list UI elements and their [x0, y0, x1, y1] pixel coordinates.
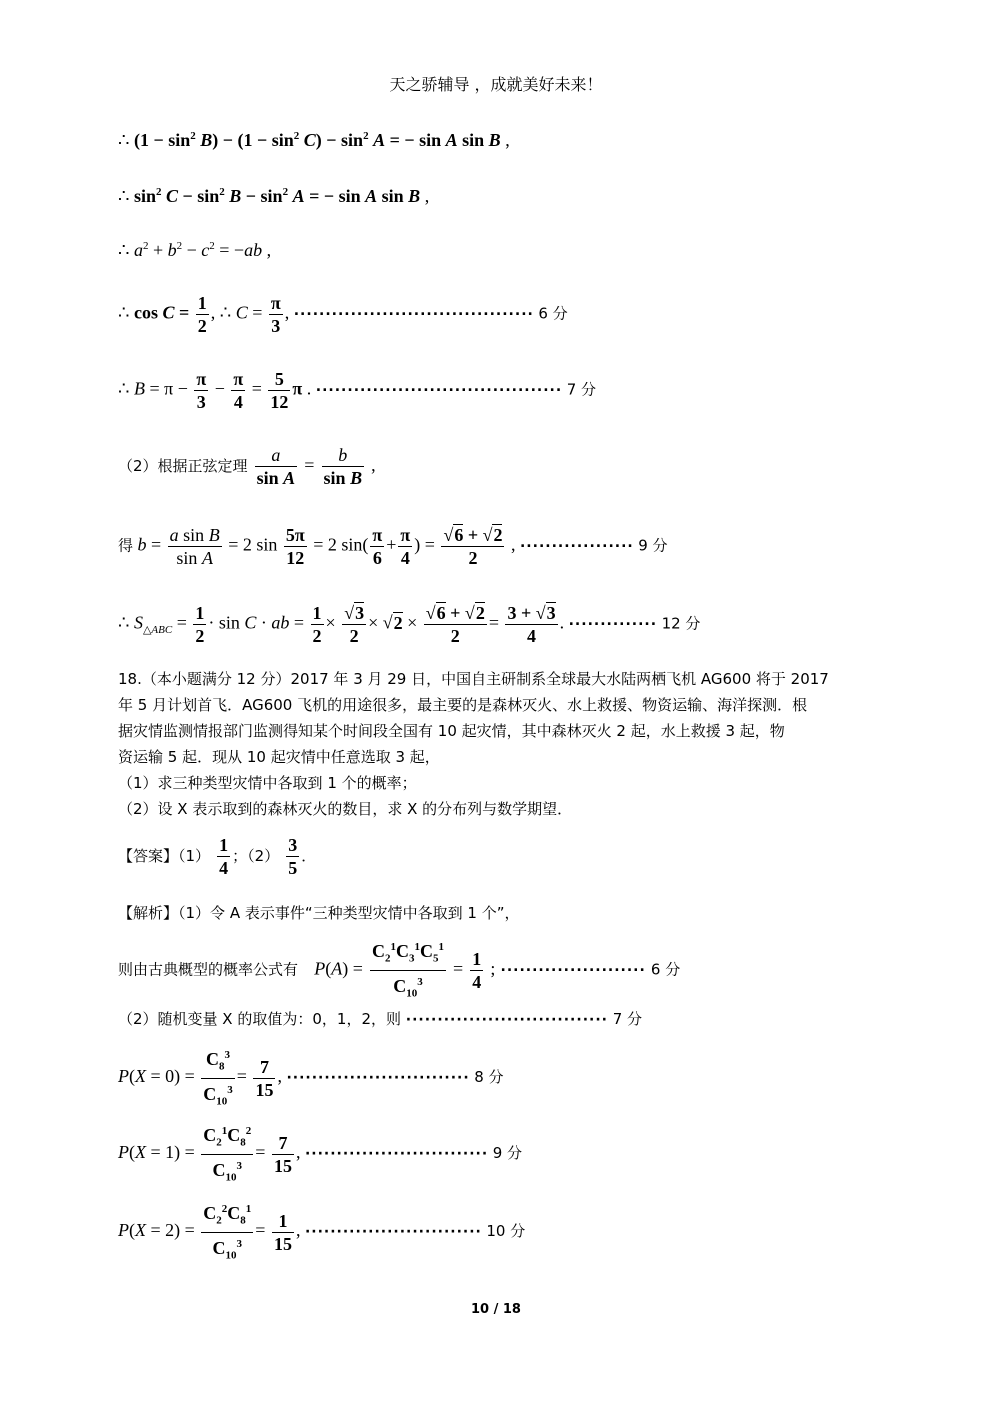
- equation-line-8: ∴ $S_{\triangle ABC}$ = $\frac{1}{2}$ · sin C · ab = $\frac{1}{2}$ × $\frac{√3}{2}$ × √2 × $\frac{√6 + √2}{2}$ = $\frac{3 + √3}{4}$ . ·············· 12 分: [118, 603, 701, 646]
- sine-law-line: （2）根据正弦定理 $\frac{a}{\text{sin A}}$ = $\frac{b}{\text{sin B}}$ ,: [118, 445, 376, 488]
- equation-line-7: 得 b = $\frac{\text{a sin B}}{\text{sin A}}$ = 2 sin $\frac{5\pi}{12}$ = 2 sin( $\frac{\pi}{6}$ + $\frac{\pi}{4}$ ) = $\frac{√6 + √2}{2}$ , ·················· 9 分: [118, 525, 668, 568]
- equation-line-2: ∴ $\sin^2 C - \sin^2 B - \sin^2 A$ = − sin A sin B ,: [118, 186, 430, 206]
- q18-line-1: 18.（本小题满分 12 分）2017 年 3 月 29 日，中国自主研制系全球最大水陆两栖飞机 AG600 将于 2017: [118, 670, 829, 688]
- score-7: 7 分: [566, 380, 597, 399]
- q18-line-2: 年 5 月计划首飞．AG600 飞机的用途很多，最主要的是森林灭火、水上救援、物资运输、海洋探测．根: [118, 696, 808, 714]
- q18-line-5: （1）求三种类型灾情中各取到 1 个的概率；: [118, 774, 417, 792]
- q18-line-3: 据灾情监测情报部门监测得知某个时间段全国有 10 起灾情，其中森林灭火 2 起，水上救援 3 起，物: [118, 722, 785, 740]
- page-number: 10 / 18: [471, 1302, 521, 1317]
- score-6: 6 分: [538, 304, 568, 323]
- answer-label: 【答案】: [118, 847, 179, 865]
- analysis-label: 【解析】: [118, 904, 179, 922]
- px2-line: P(X = 2) = $\frac{C_2^2C_8^1}{C_{10}^3}$ = $\frac{1}{15}$ , ···························· 10 分: [118, 1198, 525, 1266]
- page-header: 天之骄辅导 ，成就美好未来！: [389, 75, 603, 94]
- q18-line-6: （2）设 X 表示取到的森林灭火的数目，求 X 的分布列与数学期望．: [118, 800, 573, 818]
- random-variable-line: （2）随机变量 X 的取值为：0，1，2，则 ································ 7 分: [118, 1010, 643, 1028]
- equation-line-1: ∴ $(1 - \sin^2 B) - (1 - \sin^2 C) - \sin^2 A$ = − sin A sin B ,: [118, 130, 510, 150]
- score-12: 12 分: [661, 614, 701, 633]
- equation-line-4: ∴ cos C = $\frac{1}{2}$ , ∴ C = $\frac{\pi}{3}$ , ······································ 6 分: [118, 293, 568, 336]
- equation-line-5: ∴ B = π − $\frac{\pi}{3}$ − $\frac{\pi}{4}$ = $\frac{5}{12}$ π . ······································· 7 分: [118, 369, 597, 412]
- px0-line: P(X = 0) = $\frac{C_8^3}{C_{10}^3}$ = $\frac{7}{15}$ , ····························· 8 分: [118, 1044, 504, 1112]
- equation-line-3: ∴ $a^2 + b^2 - c^2 = -ab$ ,: [118, 240, 272, 260]
- answer-line: 【答案】（1） $\frac{1}{4}$ ；（2） $\frac{3}{5}$ ．: [118, 835, 317, 878]
- probability-formula-line: 则由古典概型的概率公式有 P(A) = $\frac{C_2^1C_3^1C_5^1}{C_{10}^3}$ = $\frac{1}{4}$ ; ······················· 6 分: [118, 936, 680, 1004]
- score-9: 9 分: [638, 536, 668, 555]
- analysis-line: 【解析】（1）令 A 表示事件“三种类型灾情中各取到 1 个”，: [118, 904, 520, 922]
- question-18: [118, 666, 878, 822]
- px1-line: P(X = 1) = $\frac{C_2^1C_8^2}{C_{10}^3}$ = $\frac{7}{15}$ , ····························· 9 分: [118, 1120, 522, 1188]
- q18-line-4: 资运输 5 起．现从 10 起灾情中任意选取 3 起，: [118, 748, 440, 766]
